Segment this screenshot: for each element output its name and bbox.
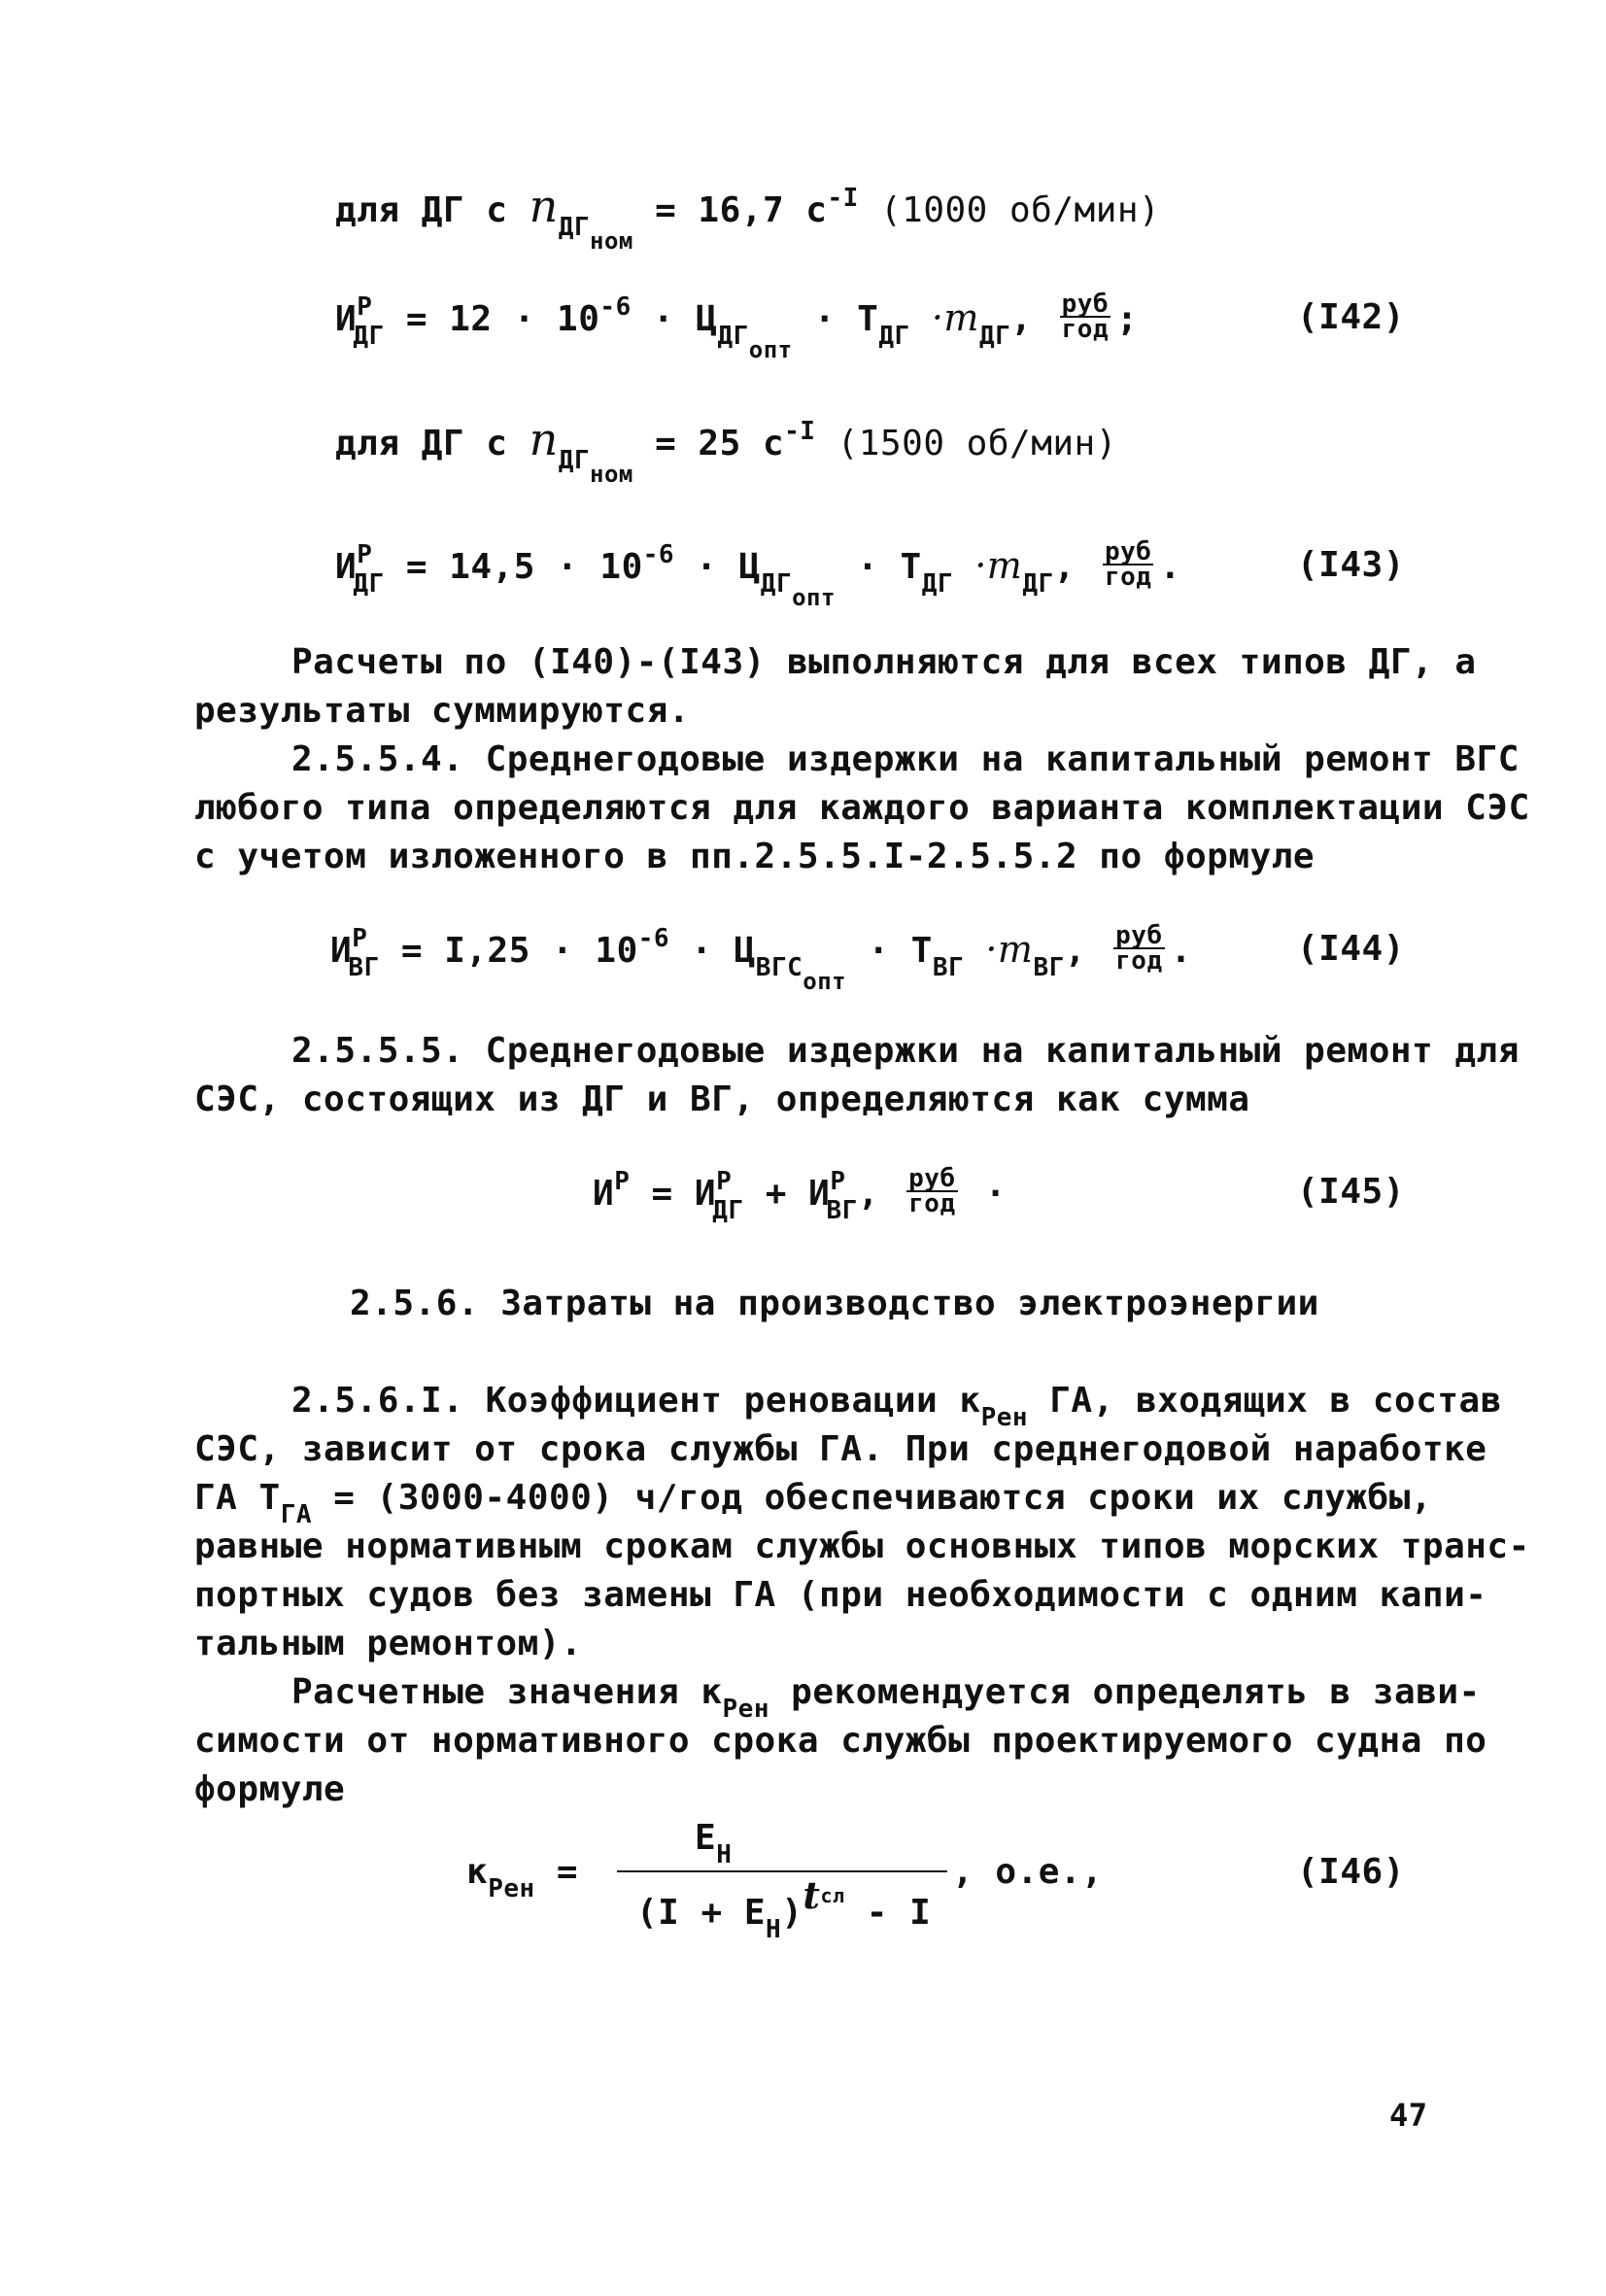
eq-coefficient: = I,25 · 10: [400, 931, 638, 971]
p4-l3-sub: ГА: [280, 1500, 313, 1529]
eq-time: · Т: [868, 931, 933, 971]
section-heading: 2.5.6. Затраты на производство электроэнергии: [350, 1284, 1319, 1323]
speed-exponent: -I: [784, 417, 816, 446]
eq-price: · Ц: [691, 931, 756, 971]
equation-number-142: (I42): [1297, 297, 1405, 337]
equation-number-143: (I43): [1297, 545, 1405, 585]
denominator-c: - I: [866, 1893, 932, 1933]
eq-price-sub2: опт: [792, 584, 836, 611]
eq-lhs: И: [593, 1174, 615, 1214]
speed-exponent: -I: [827, 184, 859, 213]
eq-lhs-sub: Рен: [488, 1874, 535, 1903]
speed-rpm: (1000 об/мин): [879, 190, 1161, 230]
eq-lhs: И: [330, 931, 353, 971]
eq-price-sub: ВГС: [755, 953, 803, 982]
p4-l3-a: ГА Т: [194, 1478, 281, 1518]
unit-den: год: [1115, 946, 1163, 976]
eq-term-a-sub: ДГ: [712, 1196, 744, 1225]
fraction-bar: [617, 1870, 947, 1872]
speed-subscript-nom: ном: [590, 227, 633, 255]
equation-142: $И^Р_{ДГ} = 12 \cdot 10^{-6} \cdot Ц_{ДГопт} \cdot Т_{ДГ} \cdot m_{ДГ}$, $\frac{\text{руб}}{\text{год}}$ ;: [335, 290, 1139, 363]
eq-price-sub2: опт: [748, 336, 793, 363]
condition-prefix: для ДГ с: [335, 190, 508, 230]
speed-rpm: (1500 об/мин): [837, 424, 1117, 463]
eq-term-b: И: [808, 1174, 831, 1214]
paragraph-2-line-3: с учетом изложенного в пп.2.5.5.I-2.5.5.2 по формуле: [194, 837, 1316, 876]
service-life-exponent: t: [803, 1873, 821, 1917]
eq-lhs-sup: Р: [357, 540, 373, 569]
p5-text-a: Расчетные значения: [291, 1672, 680, 1712]
eq-unit: [906, 1164, 957, 1218]
eq-lhs-sub: ДГ: [353, 569, 385, 599]
eq-price-sub2: опт: [803, 968, 847, 995]
eq-end: ·: [984, 1174, 1007, 1214]
eq-exponent: -6: [642, 540, 675, 569]
eq-price: · Ц: [696, 547, 761, 587]
p5-text-b: рекомендуется определять в зави-: [791, 1672, 1481, 1712]
equation-146-numerator: [695, 1817, 733, 1869]
denominator-b: ): [781, 1893, 803, 1933]
eq-coefficient: = 12 · 10: [405, 299, 600, 339]
eq-count-sub: ДГ: [978, 322, 1011, 351]
unit-num: руб: [1061, 290, 1110, 319]
eq-lhs-sub: ВГ: [348, 953, 380, 982]
eq-time-sub: ВГ: [932, 953, 965, 982]
condition-line-1000rpm: [335, 180, 1161, 255]
equation-146-lhs: [466, 1851, 579, 1903]
numerator-symbol: Е: [695, 1818, 717, 1858]
eq-count: ·m: [931, 296, 979, 339]
denominator-sub: Н: [766, 1915, 782, 1944]
paragraph-3-line-2: СЭС, состоящих из ДГ и ВГ, определяются как сумма: [194, 1079, 1250, 1119]
eq-end: ;: [1116, 299, 1139, 339]
eq-time: · Т: [813, 299, 879, 339]
speed-symbol: n: [529, 413, 559, 465]
speed-value: = 25 с: [655, 424, 785, 463]
eq-end: .: [1159, 547, 1181, 587]
paragraph-2-line-2: любого типа определяются для каждого варианта комплектации СЭС: [194, 788, 1530, 828]
eq-term-a-sup: Р: [716, 1167, 733, 1196]
eq-lhs: к: [466, 1852, 489, 1892]
paragraph-5-line-1: [291, 1671, 1481, 1724]
paragraph-3-line-1: 2.5.5.5. Среднегодовые издержки на капитальный ремонт для: [291, 1031, 1520, 1071]
eq-lhs: И: [335, 547, 358, 587]
paragraph-2-line-1: 2.5.5.4. Среднегодовые издержки на капитальный ремонт ВГС: [291, 739, 1520, 779]
eq-lhs: И: [335, 299, 358, 339]
eq-time: · Т: [857, 547, 922, 587]
eq-term-a: И: [694, 1174, 717, 1214]
speed-subscript-nom: ном: [590, 461, 633, 488]
speed-value: = 16,7 с: [655, 190, 828, 230]
equation-number-146: (I46): [1297, 1852, 1405, 1892]
paragraph-5-line-3: формуле: [194, 1769, 346, 1809]
paragraph-1-line-2: результаты суммируются.: [194, 691, 690, 731]
eq-end: .: [1170, 931, 1192, 971]
eq-coefficient: = 14,5 · 10: [405, 547, 643, 587]
equation-146-denominator: [636, 1873, 932, 1944]
eq-time-sub: ДГ: [878, 322, 910, 351]
unit-num: руб: [1115, 921, 1163, 950]
unit-den: год: [1104, 563, 1152, 592]
renovation-coefficient-symbol: к: [959, 1381, 981, 1421]
paragraph-4-line-2: СЭС, зависит от срока службы ГА. При среднегодовой наработке: [194, 1429, 1487, 1469]
eq-equals: =: [651, 1174, 673, 1214]
paragraph-5-line-2: симости от нормативного срока службы проектируемого судна по: [194, 1721, 1487, 1761]
renovation-coefficient-symbol: к: [700, 1672, 723, 1712]
eq-unit: [1103, 537, 1153, 592]
eq-lhs-sub: ДГ: [353, 322, 385, 351]
denominator-a: (I + Е: [636, 1893, 767, 1933]
unit-num: руб: [1104, 537, 1152, 566]
eq-count-sub: ДГ: [1022, 569, 1054, 599]
eq-count-sub: ВГ: [1033, 953, 1065, 982]
page-number: 47: [1389, 2097, 1428, 2134]
paragraph-4-line-4: равные нормативным срокам службы основных типов морских транс-: [194, 1526, 1530, 1566]
eq-exponent: -6: [599, 292, 632, 322]
p4-text-b: ГА, входящих в состав: [1049, 1381, 1502, 1421]
eq-term-b-sup: Р: [830, 1167, 846, 1196]
service-life-exponent-sub: сл: [820, 1884, 845, 1907]
condition-prefix: для ДГ с: [335, 424, 508, 463]
p4-l3-b: = (3000-4000) ч/год обеспечиваются сроки их службы,: [333, 1478, 1433, 1518]
equation-number-145: (I45): [1297, 1172, 1405, 1212]
paragraph-4-line-6: тальным ремонтом).: [194, 1624, 583, 1663]
condition-line-1500rpm: [335, 413, 1117, 488]
equation-number-144: (I44): [1297, 929, 1405, 969]
renovation-coefficient-sub: Рен: [722, 1695, 769, 1724]
eq-time-sub: ДГ: [921, 569, 953, 599]
renovation-coefficient-sub: Рен: [980, 1403, 1029, 1432]
eq-lhs-sup: Р: [357, 292, 373, 322]
eq-plus: +: [765, 1174, 787, 1214]
paragraph-4-line-1: [291, 1380, 1502, 1432]
equation-144: $И^Р_{ВГ} = I,25 \cdot 10^{-6} \cdot Ц_{ВГСопт} \cdot Т_{ВГ} \cdot m_{ВГ}$, $\frac{\text{руб}}{\text{год}}$ .: [330, 921, 1192, 995]
eq-lhs-sup: Р: [614, 1167, 631, 1196]
eq-term-b-sub: ВГ: [826, 1196, 858, 1225]
eq-unit: [1113, 921, 1164, 976]
speed-symbol: n: [529, 180, 559, 232]
unit-num: руб: [908, 1164, 956, 1193]
numerator-sub: Н: [716, 1840, 733, 1869]
equation-146-unit: , о.е.,: [952, 1852, 1104, 1892]
eq-count: ·m: [974, 544, 1023, 587]
paragraph-4-line-3: [194, 1477, 1433, 1529]
eq-equals: =: [556, 1852, 579, 1892]
eq-unit: [1060, 290, 1111, 344]
unit-den: год: [908, 1189, 956, 1218]
eq-exponent: -6: [637, 924, 670, 953]
speed-subscript: ДГ: [558, 213, 591, 242]
paragraph-4-line-5: портных судов без замены ГА (при необходимости с одним капи-: [194, 1575, 1487, 1615]
equation-145: $И^Р = И^Р_{ДГ} + И^Р_{ВГ}$, $\frac{\text{руб}}{\text{год}}$ ·: [593, 1164, 1007, 1225]
speed-subscript: ДГ: [558, 446, 591, 475]
equation-143: $И^Р_{ДГ} = 14,5 \cdot 10^{-6} \cdot Ц_{ДГопт} \cdot Т_{ДГ} \cdot m_{ДГ}$, $\frac{\text{руб}}{\text{год}}$ .: [335, 537, 1181, 611]
eq-price: · Ц: [652, 299, 718, 339]
eq-lhs-sup: Р: [352, 924, 368, 953]
eq-price-sub: ДГ: [717, 322, 749, 351]
eq-count: ·m: [985, 928, 1034, 971]
p4-text-a: 2.5.6.I. Коэффициент реновации: [291, 1381, 939, 1421]
paragraph-1-line-1: Расчеты по (I40)-(I43) выполняются для всех типов ДГ, а: [291, 642, 1477, 682]
eq-price-sub: ДГ: [760, 569, 793, 599]
unit-den: год: [1061, 315, 1110, 344]
